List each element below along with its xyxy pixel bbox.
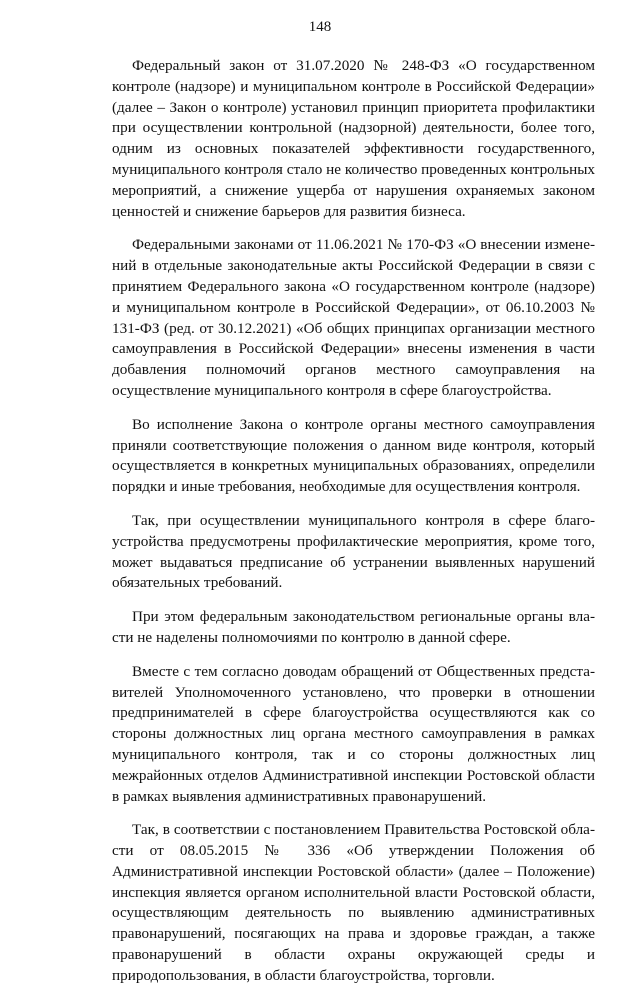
paragraph-5: При этом федеральным законодательством региональные органы власти не наделены полномочиями по контролю в данной сфере. (112, 608, 595, 646)
paragraph-6: Вместе с тем согласно доводам обращений от Общественных представителей Уполномоченного установлено, что проверки в отношении предпринимателей в сфере благоустройства осуществляются как со стороны должностных лиц органа местного самоуправления в рамках муниципального контроля, так и со стороны должностных лиц межрайонных отделов Административной инспекции Ростовской области в рамках выявления административных правонарушений. (112, 662, 595, 805)
document-body (112, 56, 595, 1000)
paragraph-2: Федеральными законами от 11.06.2021 № 170-ФЗ «О внесении изменений в отдельные законодательные акты Российской Федерации в связи с принятием Федерального закона «О государственном контроле (надзоре) и муниципальном контроле в Российской Федерации», от 06.10.2003 № 131-ФЗ (ред. от 30.12.2021) «Об общих принципах организации местного самоуправления в Российской Федерации» внесены изменения в части добавления полномочий органов местного самоуправления на осуществление муниципального контроля в сфере благоустройства. (112, 236, 595, 399)
paragraph-1: Федеральный закон от 31.07.2020 № 248-ФЗ «О государственном контроле (надзоре) и муниципальном контроле в Российской Федерации» (далее – Закон о контроле) установил принцип приоритета профилактики при осуществлении контрольной (надзорной) деятельности, более того, одним из основных показателей эффективности государственного, муниципального контроля стало не количество проведенных контрольных мероприятий, а снижение ущерба от нарушения охраняемых законом ценностей и снижение барьеров для развития бизнеса. (112, 57, 595, 220)
paragraph-3: Во исполнение Закона о контроле органы местного самоуправления приняли соответствующие положения о данном виде контроля, который осуществляется в конкретных муниципальных образованиях, определили порядки и иные требования, необходимые для осуществления контроля. (112, 415, 595, 496)
paragraph-7: Так, в соответствии с постановлением Правительства Ростовской области от 08.05.2015 № 336 «Об утверждении Положения об Административной инспекции Ростовской области» (далее – Положение) инспекция является органом исполнительной власти Ростовской области, осуществляющим деятельность по выявлению административных правонарушений, посягающих на права и здоровье граждан, а также правонарушений в области охраны окружающей среды и природопользования, в области благоустройства, торговли. (112, 821, 595, 984)
paragraph-4: Так, при осуществлении муниципального контроля в сфере благоустройства предусмотрены профилактические мероприятия, кроме того, может выдаваться предписание об устранении выявленных нарушений обязательных требований. (112, 511, 595, 592)
page-number: 148 (308, 19, 332, 35)
